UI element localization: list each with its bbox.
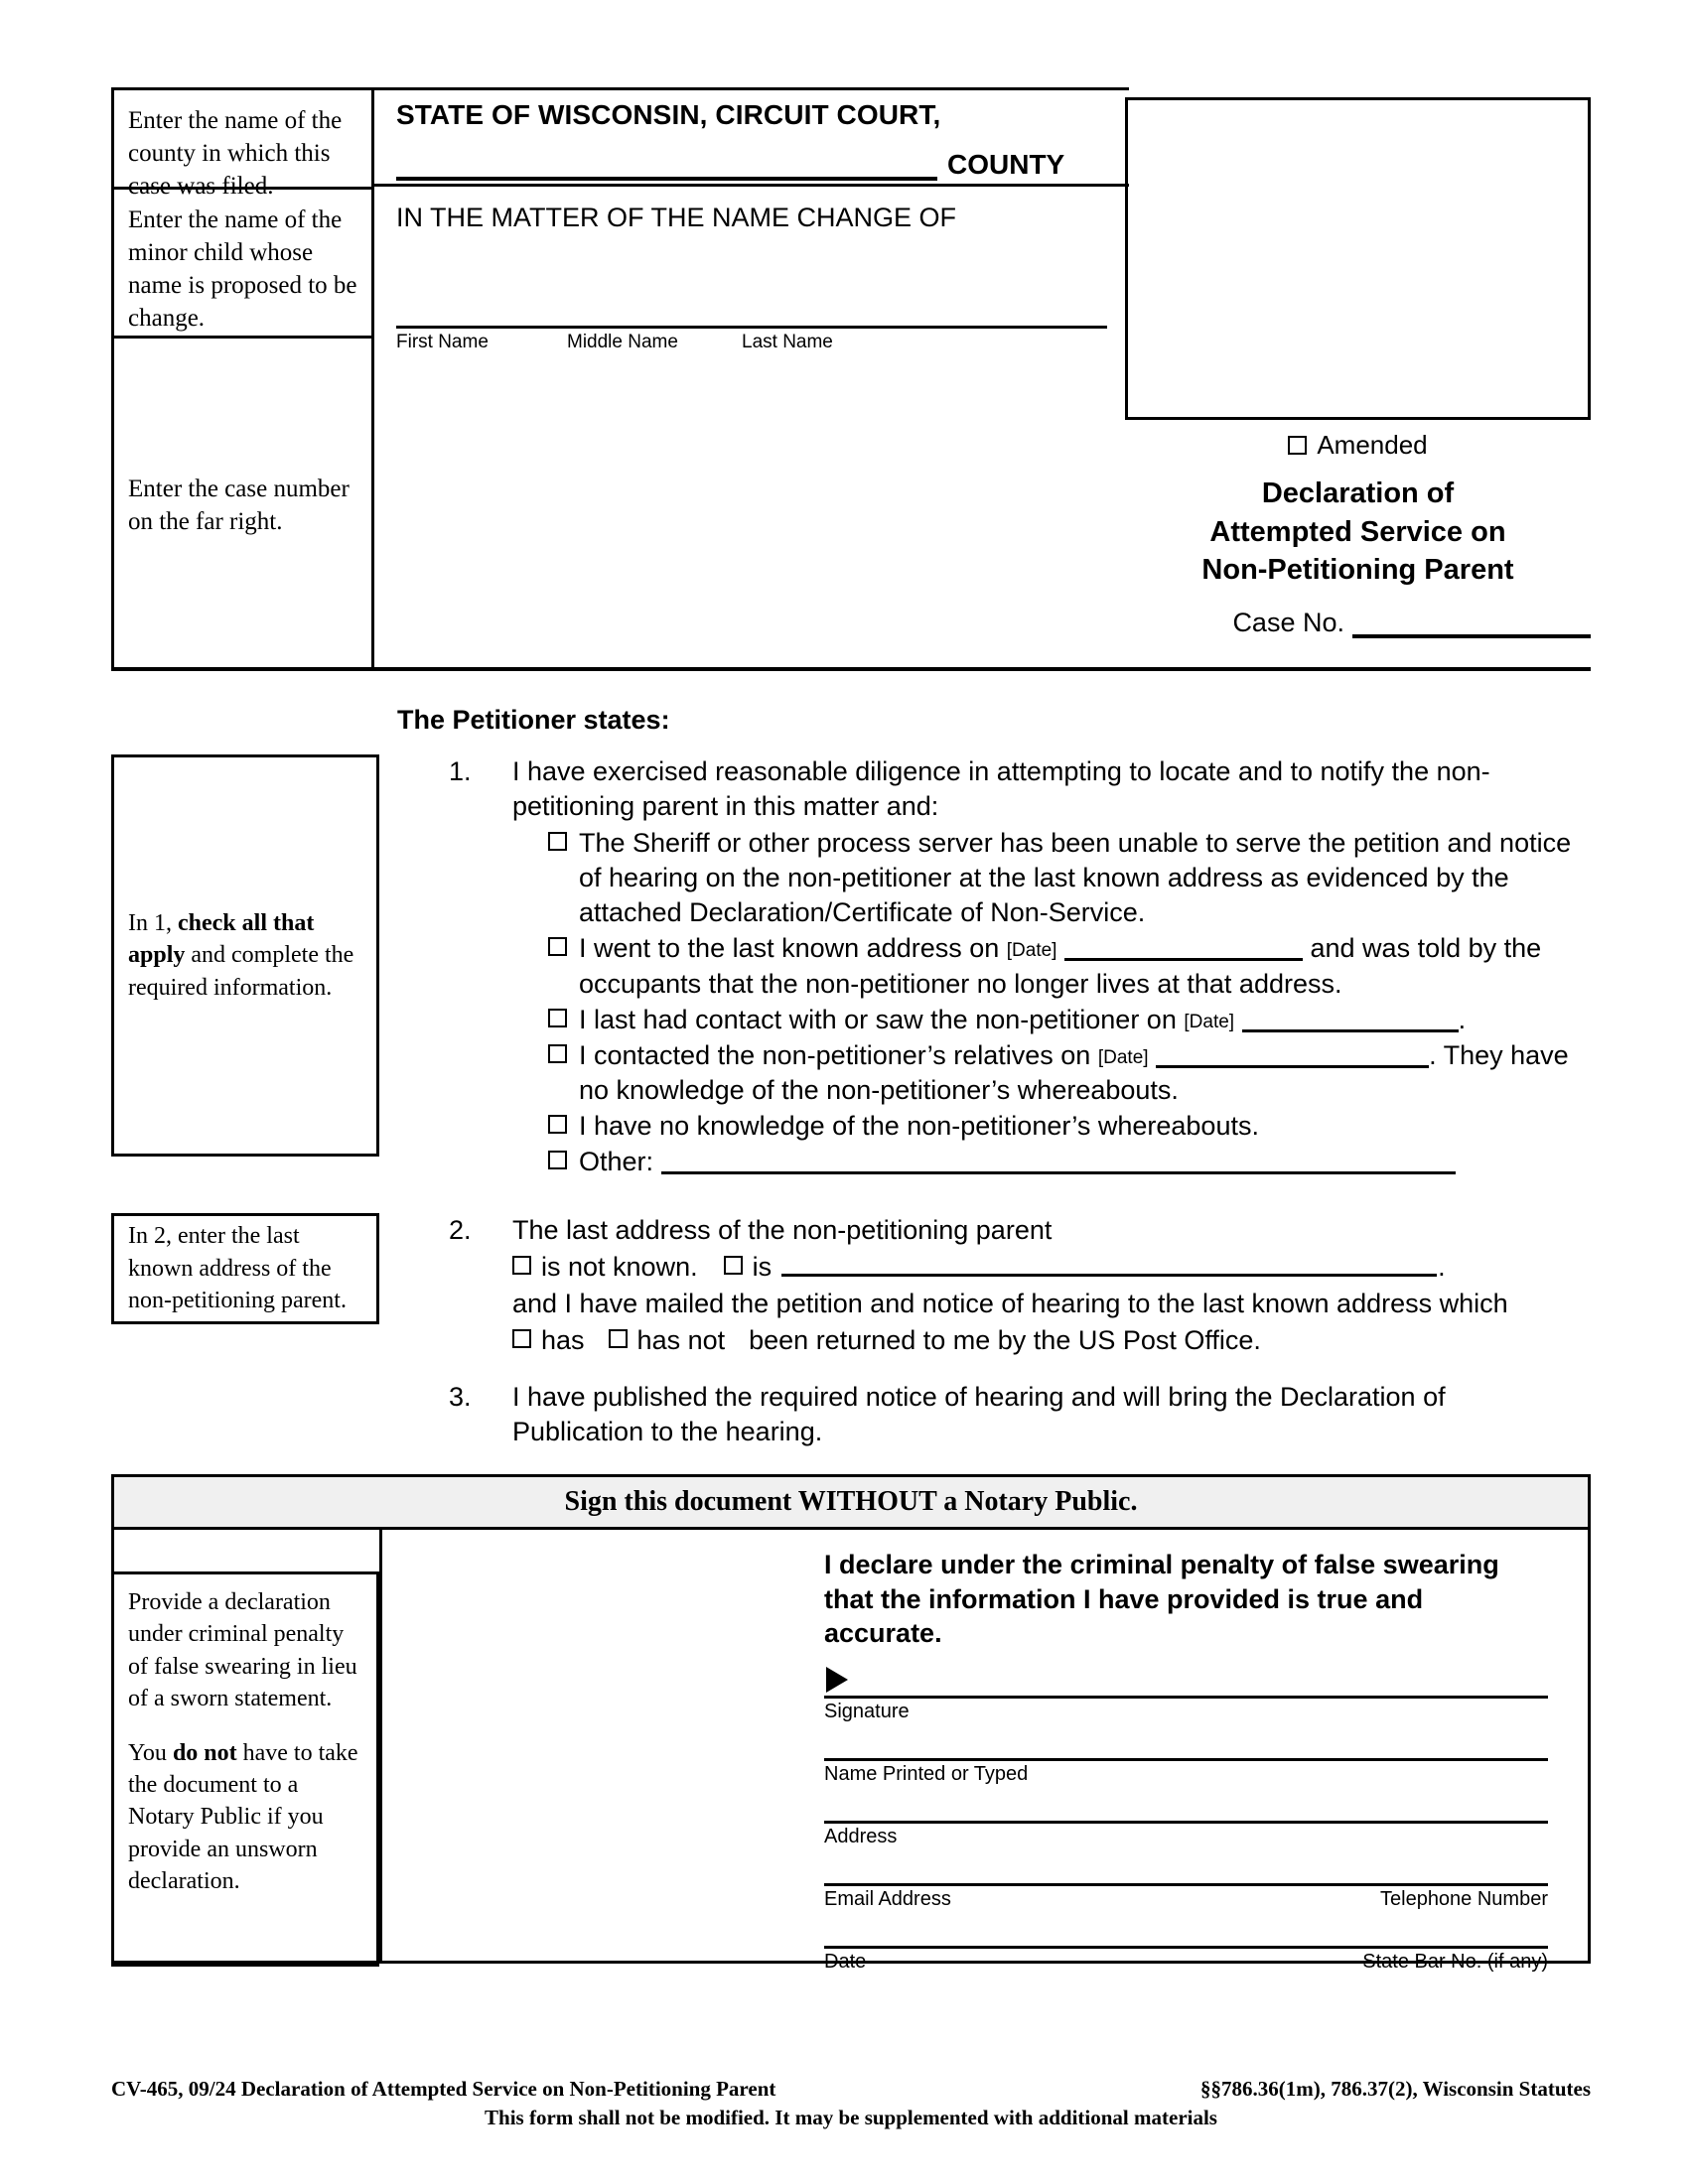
item-2-number: 2. [449,1215,472,1245]
item-3-number: 3. [449,1382,472,1412]
sig-instr-2-pre: You [128,1739,173,1766]
amended-label: Amended [1317,430,1428,460]
footer-notice: This form shall not be modified. It may be supplemented with additional materials [485,2106,1217,2129]
checkbox-last-contact[interactable] [548,1009,567,1027]
option-d-pre: I contacted the non-petitioner’s relatives on [579,1039,1091,1070]
sig-instr-2-post: have to take the document to a Notary Public if you provide an unsworn declaration. [128,1739,358,1895]
signature-banner: Sign this document WITHOUT a Notary Public. [111,1474,1591,1530]
footer-statutes: §§786.36(1m), 786.37(2), Wisconsin Statutes [1200,2077,1591,2101]
item-1-option-no-knowledge[interactable] [548,1109,1591,1144]
caption-court-column [374,87,1129,667]
child-name-input-line[interactable] [396,326,1107,329]
checkbox-sheriff-unable-to-serve[interactable] [548,832,567,851]
label-returned-text: been returned to me by the US Post Office. [749,1325,1261,1356]
instruction-child-name: Enter the name of the minor child whose name is proposed to be change. [114,190,371,339]
item-1-option-contacted-relatives[interactable] [548,1038,1591,1108]
item-1-lead: I have exercised reasonable diligence in attempting to locate and to notify the non-petitioning parent in this matter and: [512,756,1490,822]
signature-instruction-paragraph-1: Provide a declaration under criminal penalty of false swearing in lieu of a sworn statement. [128,1589,357,1712]
item-1-option-went-to-address[interactable] [548,931,1591,1001]
option-b-post: and was told by the occupants that the non-petitioner no longer lives at that address. [579,933,1542,999]
document-title-line-3: Non-Petitioning Parent [1201,554,1514,587]
instruction-1-post: and complete the required information. [128,942,354,1001]
option-other-label: Other: [579,1147,654,1177]
item-3-lead: I have published the required notice of hearing and will bring the Declaration of Publication to the hearing. [512,1382,1446,1447]
item-2-lead: The last address of the non-petitioning parent [512,1215,1053,1245]
item-2-address-known-row[interactable] [512,1250,1591,1285]
county-entry-row [396,143,1107,181]
date-label-c: [Date] [1184,1011,1235,1032]
checkbox-went-to-last-known-address[interactable] [548,937,567,956]
date-bar-group [824,1946,1548,1973]
label-telephone-number: Telephone Number [1380,1887,1548,1910]
checkbox-has-not-been-returned[interactable] [609,1329,628,1348]
item-2-mailed-text: and I have mailed the petition and notice of hearing to the last known address which [512,1289,1508,1319]
date-input-line-d[interactable] [1156,1044,1429,1068]
option-c-post: . [1458,1004,1467,1034]
option-no-knowledge-text: I have no knowledge of the non-petitioner’s whereabouts. [579,1110,1259,1141]
item-2-returned-row[interactable] [512,1323,1591,1358]
item-1-option-sheriff[interactable] [548,826,1591,930]
case-number-row [1125,607,1591,638]
date-label-b: [Date] [1006,940,1057,962]
item-1-number: 1. [449,756,472,786]
sig-instr-2-bold: do not [172,1739,237,1766]
instruction-box-item-2 [111,1213,379,1324]
checkbox-address-not-known[interactable] [512,1256,531,1275]
page-footer [111,2077,1591,2130]
label-first-name: First Name [396,332,489,352]
petitioner-states-heading: The Petitioner states: [397,705,670,735]
instruction-county: Enter the name of the county in which this case was filed. [114,90,371,190]
court-title: STATE OF WISCONSIN, CIRCUIT COURT, [396,99,941,130]
county-input-line[interactable] [396,143,937,181]
date-input-line-b[interactable] [1064,937,1303,961]
instruction-1-pre: In 1, [128,909,178,936]
option-went-to-address-text [579,931,1591,1001]
label-address-not-known: is not known. [541,1252,698,1283]
option-last-contact-text [579,1003,1591,1037]
label-has: has [541,1325,585,1356]
signature-instruction-paragraph-2 [128,1737,362,1898]
option-contacted-relatives-text [579,1038,1591,1108]
item-1-option-other[interactable] [548,1145,1591,1179]
item-1-option-last-contact[interactable] [548,1003,1591,1037]
name-change-matter-cell [374,187,1129,664]
label-signature: Signature [824,1700,910,1722]
label-last-name: Last Name [742,332,833,352]
option-c-pre: I last had contact with or saw the non-petitioner on [579,1004,1177,1034]
address-line-period: . [1438,1252,1446,1283]
label-date: Date [824,1950,867,1973]
checkbox-has-been-returned[interactable] [512,1329,531,1348]
label-address: Address [824,1825,898,1847]
instruction-case-number: Enter the case number on the far right. [114,339,371,670]
amended-checkbox[interactable] [1288,436,1307,455]
signature-mid-spacer [382,1530,824,1961]
checkbox-no-knowledge[interactable] [548,1115,567,1134]
document-title [1125,475,1591,590]
option-b-pre: I went to the last known address on [579,933,1000,964]
checkbox-contacted-relatives[interactable] [548,1044,567,1063]
option-sheriff-text: The Sheriff or other process server has been unable to serve the petition and notice of hearing on the non-petitioner at the last known address as evidenced by the attached Declaration/Certificate of Non-Service. [579,828,1572,928]
item-1 [449,754,1591,1179]
instruction-1-bold: check all that apply [128,909,315,969]
label-middle-name: Middle Name [567,332,678,352]
label-state-bar-no: State Bar No. (if any) [1362,1950,1548,1973]
item-3 [449,1380,1452,1449]
amended-row[interactable] [1125,430,1591,461]
signature-fields-column [824,1530,1588,1973]
label-has-not: has not [636,1325,726,1356]
option-d-post: . They have no knowledge of the non-petitioner’s whereabouts. [579,1039,1569,1105]
document-title-line-2: Attempted Service on [1209,515,1506,548]
name-printed-group [824,1758,1548,1785]
instruction-2-text: In 2, enter the last known address of the non-petitioning parent. [128,1223,347,1314]
address-input-line[interactable] [781,1250,1437,1277]
caption-bottom-divider [111,667,1591,671]
other-input-line[interactable] [661,1151,1456,1174]
matter-line: IN THE MATTER OF THE NAME CHANGE OF [396,203,957,232]
caption-instructions-column [111,87,374,670]
item-2 [449,1213,1591,1358]
instruction-box-signature [111,1571,379,1967]
caption-right-box [1125,97,1591,420]
date-input-line-c[interactable] [1242,1009,1459,1032]
label-email-address: Email Address [824,1887,951,1910]
option-other-text [579,1145,1591,1179]
signature-pointer-icon [826,1667,848,1693]
label-name-printed: Name Printed or Typed [824,1762,1029,1785]
instruction-box-item-1 [111,754,379,1157]
address-group [824,1821,1548,1847]
date-label-d: [Date] [1097,1046,1149,1068]
checkbox-other[interactable] [548,1151,567,1169]
signature-line-group [824,1667,1548,1722]
label-address-is: is [752,1252,773,1283]
county-label: COUNTY [947,149,1065,180]
checkbox-address-is[interactable] [724,1256,743,1275]
email-phone-group [824,1883,1548,1910]
document-title-line-1: Declaration of [1261,478,1455,509]
court-header-cell [374,87,1129,187]
case-number-label: Case No. [1232,608,1344,637]
item-1-checkbox-list [512,826,1591,1179]
footer-form-id: CV-465, 09/24 Declaration of Attempted Service on Non-Petitioning Parent [111,2077,776,2101]
declaration-statement: I declare under the criminal penalty of false swearing that the information I have provided is true and accurate. [824,1550,1499,1649]
case-number-input-line[interactable] [1352,607,1591,638]
